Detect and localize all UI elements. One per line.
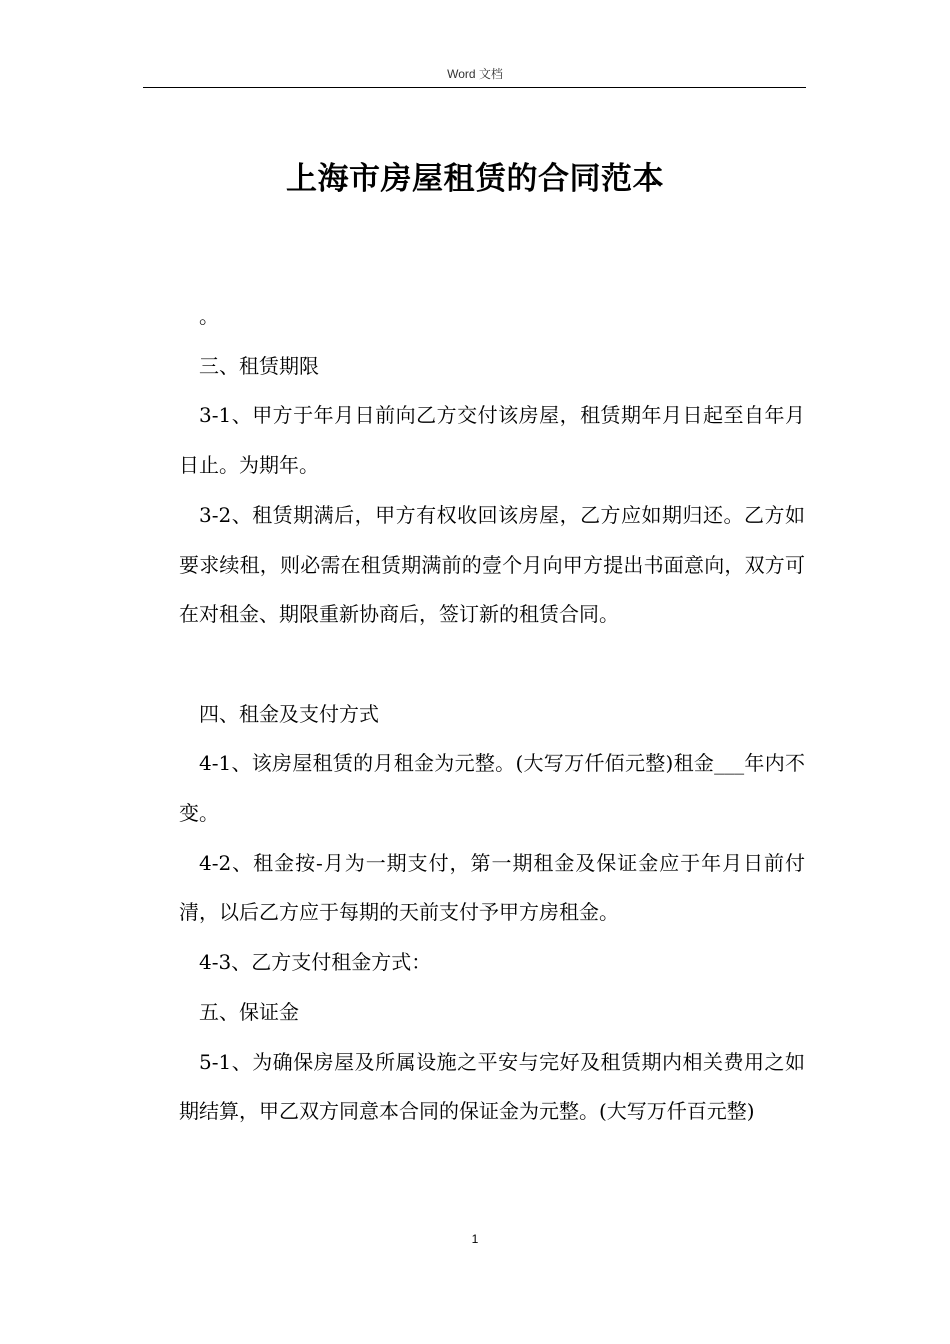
clause-4-1: 4-1、该房屋租赁的月租金为元整。(大写万仟佰元整)租金___年内不变。 [179, 751, 805, 826]
clause-3-2: 3-2、租赁期满后，甲方有权收回该房屋，乙方应如期归还。乙方如要求续租，则必需在租赁期满前的壹个月向甲方提出书面意向，双方可在对租金、期限重新协商后，签订新的租赁合同。 [179, 502, 805, 627]
clause-4-2: 4-2、租金按-月为一期支付，第一期租金及保证金应于年月日前付清，以后乙方应于每期的天前支付予甲方房租金。 [179, 850, 805, 925]
header-divider [143, 87, 806, 88]
clause-5-1: 5-1、为确保房屋及所属设施之平安与完好及租赁期内相关费用之如期结算，甲乙双方同意本合同的保证金为元整。(大写万仟百元整) [179, 1049, 805, 1124]
blank-line [179, 640, 805, 690]
page-number: 1 [471, 1232, 479, 1246]
page-header: Word 文档 [447, 67, 503, 81]
paragraph-fragment: 。 [199, 304, 219, 328]
clause-4-3: 4-3、乙方支付租金方式： [199, 950, 432, 975]
section-heading-lease-term: 三、租赁期限 [199, 353, 319, 378]
document-title: 上海市房屋租赁的合同范本 [286, 161, 664, 197]
clause-3-1: 3-1、甲方于年月日前向乙方交付该房屋，租赁期年月日起至自年月日止。为期年。 [179, 403, 805, 478]
section-heading-rent-payment: 四、租金及支付方式 [199, 701, 379, 726]
section-heading-deposit: 五、保证金 [199, 999, 299, 1024]
document-body [179, 292, 805, 1137]
